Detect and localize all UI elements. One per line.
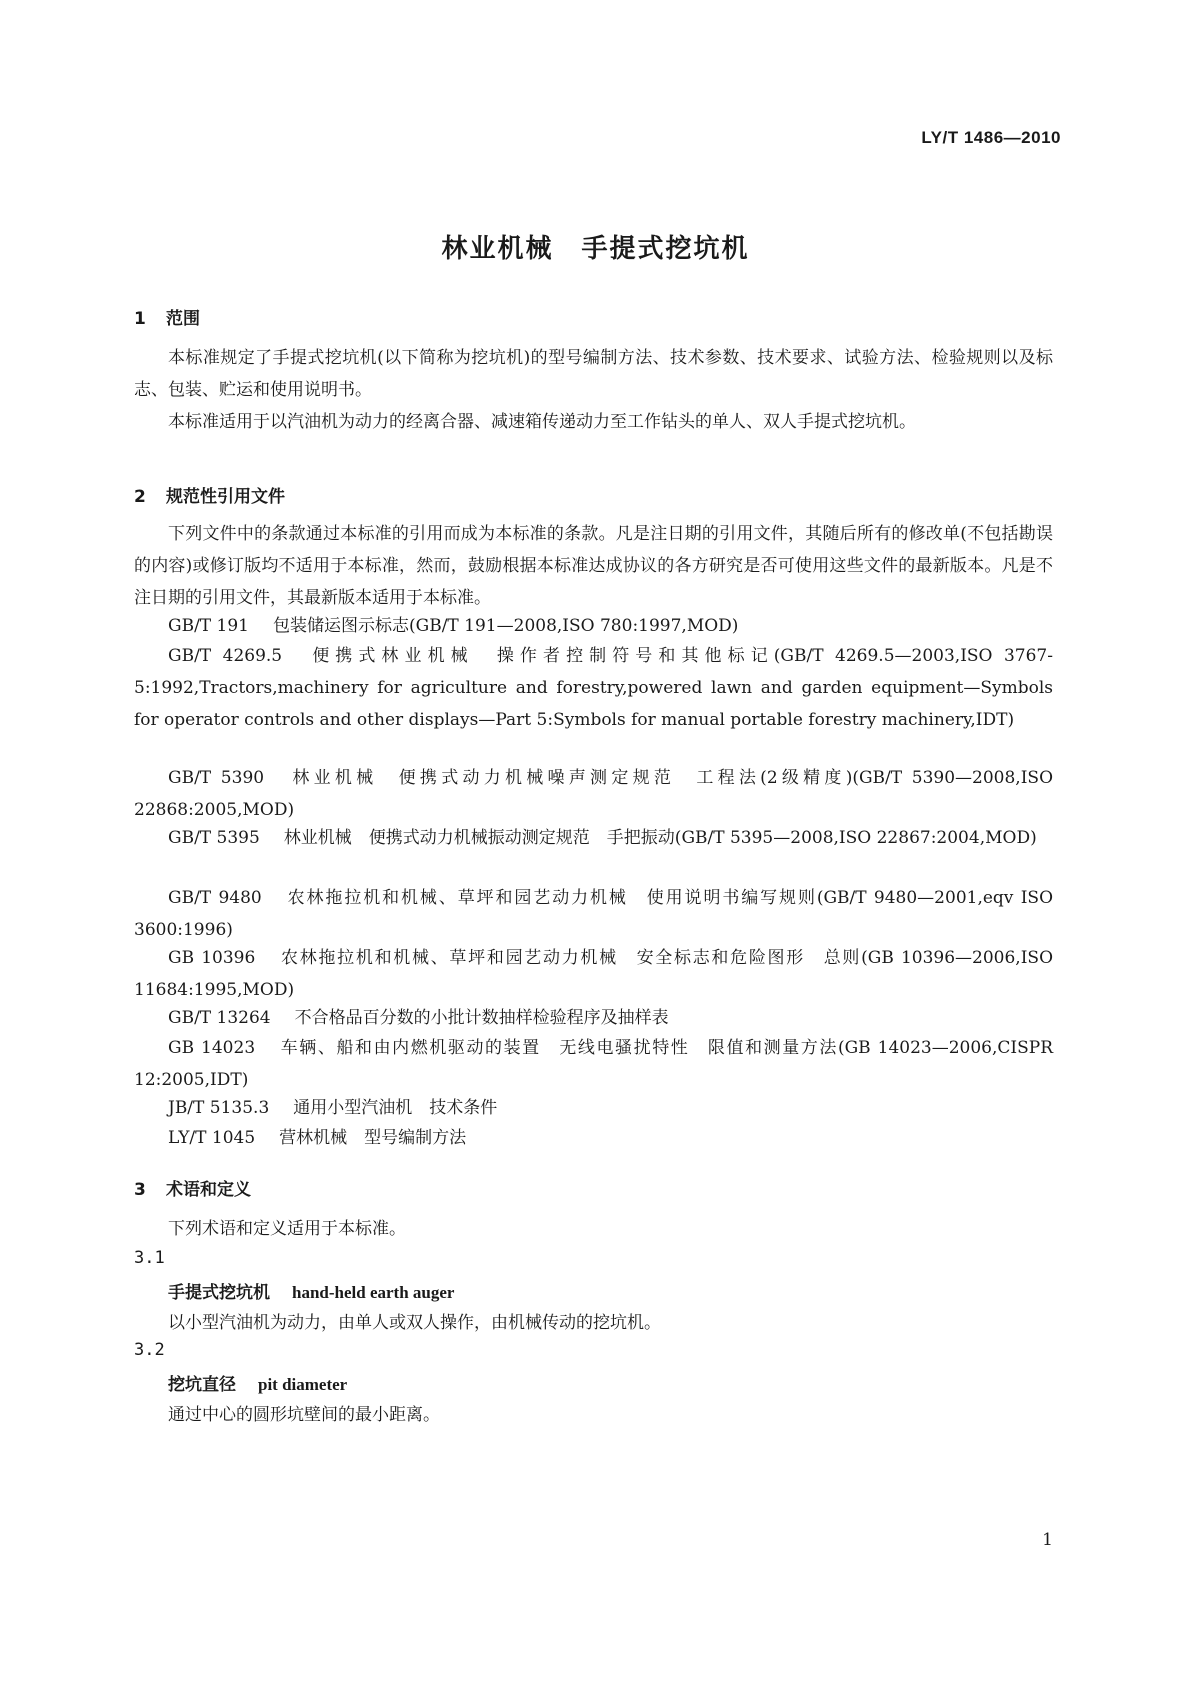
reference-text: 林业机械 便携式动力机械振动测定规范 手把振动(GB/T 5395—2008,ISO 22867:2004,MOD) [283, 828, 1037, 848]
section-2-heading [134, 482, 285, 507]
reference-code: GB/T 9480 [168, 888, 262, 908]
section-1-para-1: 本标准规定了手提式挖坑机(以下简称为挖坑机)的型号编制方法、技术参数、技术要求、试验方法、检验规则以及标志、包装、贮运和使用说明书。 [134, 348, 1053, 400]
reference-code: JB/T 5135.3 [168, 1098, 270, 1118]
reference-text: 农林拖拉机和机械、草坪和园艺动力机械 使用说明书编写规则(GB/T 9480—2001,eqv ISO 3600:1996) [134, 888, 1054, 940]
section-3-title: 术语和定义 [166, 1180, 251, 1200]
reference-item [134, 1092, 1053, 1124]
term-english: hand-held earth auger [292, 1283, 455, 1302]
reference-item [134, 942, 1053, 1006]
section-1-heading [134, 304, 200, 329]
reference-code: GB/T 5390 [168, 768, 265, 788]
term-heading [168, 1278, 454, 1303]
reference-item [134, 640, 1053, 736]
reference-item [134, 762, 1053, 826]
reference-text: 包装储运图示标志(GB/T 191—2008,ISO 780:1997,MOD) [273, 616, 739, 636]
reference-item [134, 822, 1053, 854]
page-number: 1 [1042, 1530, 1053, 1550]
term-definition: 以小型汽油机为动力，由单人或双人操作，由机械传动的挖坑机。 [168, 1313, 661, 1333]
term-number: 3.2 [134, 1340, 165, 1360]
reference-code: GB/T 5395 [168, 828, 260, 848]
term-english: pit diameter [258, 1375, 348, 1394]
section-2-intro: 下列文件中的条款通过本标准的引用而成为本标准的条款。凡是注日期的引用文件，其随后所有的修改单(不包括勘误的内容)或修订版均不适用于本标准，然而，鼓励根据本标准达成协议的各方研究是否可使用这些文件的最新版本。凡是不注日期的引用文件，其最新版本适用于本标准。 [134, 524, 1053, 608]
section-1-title: 范围 [166, 309, 200, 329]
section-2-title: 规范性引用文件 [166, 487, 285, 507]
section-1-number: 1 [134, 309, 146, 329]
reference-text: 通用小型汽油机 技术条件 [293, 1098, 498, 1118]
standard-code: LY/T 1486—2010 [921, 128, 1061, 147]
term-chinese: 手提式挖坑机 [168, 1283, 270, 1303]
reference-item [134, 610, 1053, 642]
section-3-number: 3 [134, 1180, 146, 1200]
reference-code: GB/T 191 [168, 616, 249, 636]
reference-text: 农林拖拉机和机械、草坪和园艺动力机械 安全标志和危险图形 总则(GB 10396—2006,ISO 11684:1995,MOD) [134, 948, 1054, 1000]
reference-code: GB 14023 [168, 1038, 256, 1058]
term-chinese: 挖坑直径 [168, 1375, 236, 1395]
reference-code: LY/T 1045 [168, 1128, 256, 1148]
section-3-heading [134, 1175, 251, 1200]
reference-item [134, 882, 1053, 946]
reference-item [134, 1122, 1053, 1154]
term-number: 3.1 [134, 1248, 165, 1268]
document-title: 林业机械 手提式挖坑机 [441, 234, 750, 264]
reference-code: GB/T 4269.5 [168, 646, 283, 666]
reference-code: GB/T 13264 [168, 1008, 271, 1028]
term-definition: 通过中心的圆形坑壁间的最小距离。 [168, 1405, 440, 1425]
reference-item [134, 1002, 1053, 1034]
reference-text: 林业机械 便携式动力机械噪声测定规范 工程法(2级精度)(GB/T 5390—2008,ISO 22868:2005,MOD) [134, 768, 1053, 820]
reference-text: 不合格品百分数的小批计数抽样检验程序及抽样表 [294, 1008, 669, 1028]
reference-text: 车辆、船和由内燃机驱动的装置 无线电骚扰特性 限值和测量方法(GB 14023—2006,CISPR 12:2005,IDT) [134, 1038, 1053, 1090]
section-1-para-2: 本标准适用于以汽油机为动力的经离合器、减速箱传递动力至工作钻头的单人、双人手提式挖坑机。 [168, 412, 916, 432]
reference-code: GB 10396 [168, 948, 256, 968]
section-2-number: 2 [134, 487, 146, 507]
reference-text: 便携式林业机械 操作者控制符号和其他标记(GB/T 4269.5—2003,ISO 3767-5:1992,Tractors,machinery for agriculture and forestry,powered lawn and garden equipment—Symbols for operator controls and other displays—Part 5:Symbols for manual portable forestry machinery,IDT) [134, 646, 1053, 730]
section-3-intro: 下列术语和定义适用于本标准。 [168, 1219, 406, 1239]
reference-text: 营林机械 型号编制方法 [279, 1128, 467, 1148]
reference-item [134, 1032, 1053, 1096]
term-heading [168, 1370, 347, 1395]
